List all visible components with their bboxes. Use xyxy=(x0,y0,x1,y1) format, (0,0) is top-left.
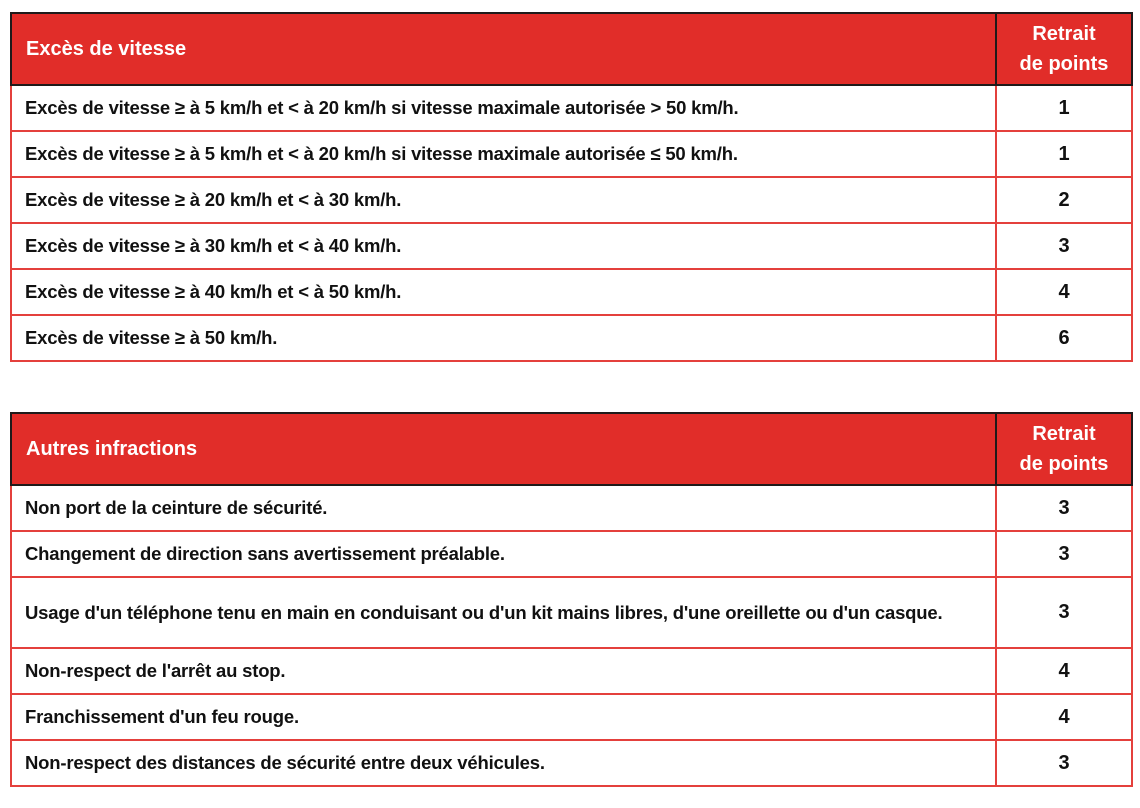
speed-infractions-table xyxy=(10,12,1133,362)
points-header-line1: Retrait xyxy=(1032,423,1096,445)
infraction-label: Excès de vitesse ≥ à 40 km/h et < à 50 km/h. xyxy=(11,269,996,315)
points-value: 4 xyxy=(996,648,1132,694)
points-value: 3 xyxy=(996,223,1132,269)
infraction-label: Excès de vitesse ≥ à 5 km/h et < à 20 km/h si vitesse maximale autorisée > 50 km/h. xyxy=(11,85,996,131)
infraction-label: Excès de vitesse ≥ à 50 km/h. xyxy=(11,315,996,361)
infraction-label: Non-respect des distances de sécurité entre deux véhicules. xyxy=(11,740,996,786)
other-infractions-table xyxy=(10,412,1133,787)
table-row xyxy=(11,694,1132,740)
infraction-label: Excès de vitesse ≥ à 5 km/h et < à 20 km/h si vitesse maximale autorisée ≤ 50 km/h. xyxy=(11,131,996,177)
points-column-header xyxy=(996,13,1132,85)
table-row xyxy=(11,577,1132,648)
infraction-label: Franchissement d'un feu rouge. xyxy=(11,694,996,740)
table-row xyxy=(11,648,1132,694)
points-value: 4 xyxy=(996,269,1132,315)
points-header-line1: Retrait xyxy=(1032,23,1096,45)
infraction-column-header: Excès de vitesse xyxy=(11,13,996,85)
points-value: 3 xyxy=(996,577,1132,648)
points-value: 2 xyxy=(996,177,1132,223)
points-value: 6 xyxy=(996,315,1132,361)
points-value: 3 xyxy=(996,485,1132,531)
infraction-label: Usage d'un téléphone tenu en main en conduisant ou d'un kit mains libres, d'une oreillette ou d'un casque. xyxy=(11,577,996,648)
points-header-line2: de points xyxy=(1019,453,1109,475)
infraction-column-header: Autres infractions xyxy=(11,413,996,485)
infraction-label: Excès de vitesse ≥ à 30 km/h et < à 40 km/h. xyxy=(11,223,996,269)
table-header-row xyxy=(11,413,1132,485)
points-column-header xyxy=(996,413,1132,485)
points-value: 1 xyxy=(996,131,1132,177)
points-value: 4 xyxy=(996,694,1132,740)
infraction-label: Excès de vitesse ≥ à 20 km/h et < à 30 km/h. xyxy=(11,177,996,223)
table-header-row xyxy=(11,13,1132,85)
points-value: 3 xyxy=(996,531,1132,577)
table-row xyxy=(11,223,1132,269)
table-row xyxy=(11,131,1132,177)
points-value: 1 xyxy=(996,85,1132,131)
infraction-label: Non-respect de l'arrêt au stop. xyxy=(11,648,996,694)
points-value: 3 xyxy=(996,740,1132,786)
table-row xyxy=(11,269,1132,315)
table-row xyxy=(11,531,1132,577)
table-row xyxy=(11,177,1132,223)
points-header-line2: de points xyxy=(1019,53,1109,75)
infraction-label: Changement de direction sans avertissement préalable. xyxy=(11,531,996,577)
table-row xyxy=(11,740,1132,786)
table-row xyxy=(11,315,1132,361)
table-row xyxy=(11,485,1132,531)
infraction-label: Non port de la ceinture de sécurité. xyxy=(11,485,996,531)
table-row xyxy=(11,85,1132,131)
